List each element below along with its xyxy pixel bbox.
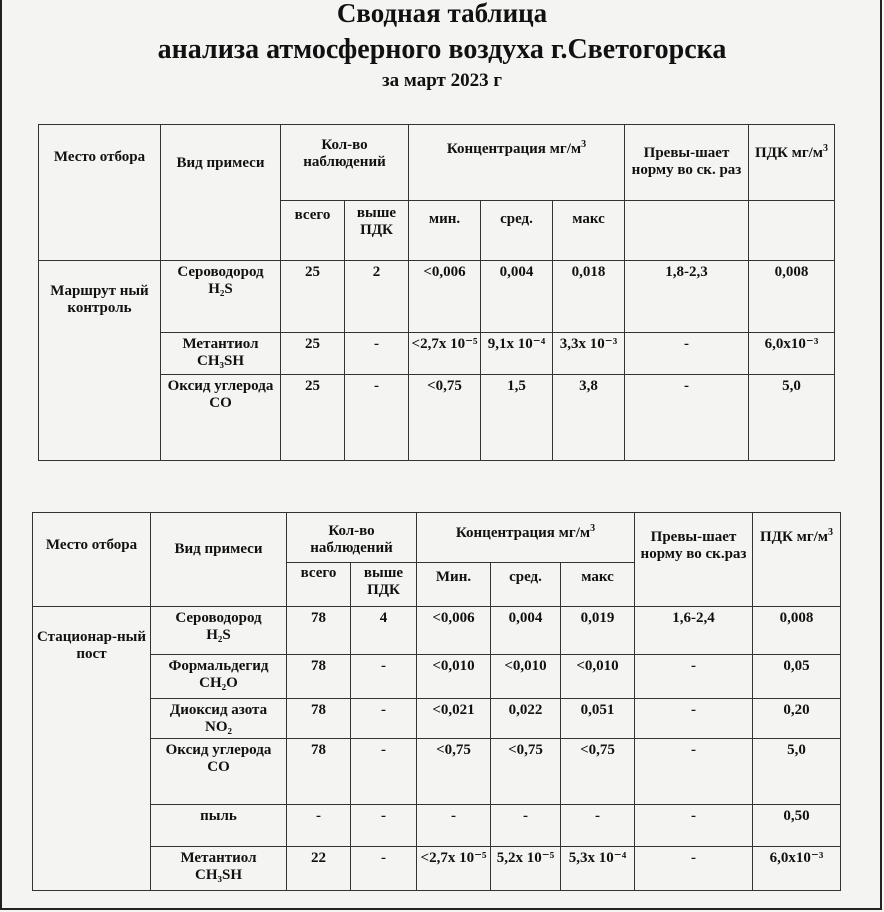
max-cell: <0,75 xyxy=(561,739,635,805)
total-cell: 78 xyxy=(287,607,351,655)
impurity-name: Метантиол xyxy=(180,850,257,866)
min-cell: <0,021 xyxy=(417,699,491,739)
total-cell: 78 xyxy=(287,655,351,699)
exceeds-cell: - xyxy=(635,699,753,739)
avg-cell: 0,022 xyxy=(491,699,561,739)
impurity-name: Диоксид азота xyxy=(169,702,268,718)
impurity-formula: CO xyxy=(209,395,232,411)
header-pdk-label: ПДК мг/м xyxy=(759,529,829,545)
summary-table-route-control xyxy=(38,124,835,461)
impurity-cell xyxy=(161,375,281,461)
header-concentration-exp: 3 xyxy=(590,523,596,534)
impurity-name: Метантиол xyxy=(182,336,259,352)
pdk-cell: 6,0x10⁻³ xyxy=(753,847,841,891)
impurity-cell xyxy=(151,607,287,655)
exceeds-cell: - xyxy=(635,655,753,699)
impurity-cell xyxy=(151,805,287,847)
impurity-name: Оксид углерода xyxy=(165,742,272,758)
impurity-cell xyxy=(151,739,287,805)
impurity-cell xyxy=(151,655,287,699)
impurity-formula: CO xyxy=(207,759,230,775)
header-pdk-exp: 3 xyxy=(828,527,834,538)
header-min: Мин. xyxy=(417,563,491,607)
max-cell: 3,3x 10⁻³ xyxy=(553,333,625,375)
above-cell: - xyxy=(345,333,409,375)
header-pdk-exp: 3 xyxy=(823,143,829,154)
above-cell: - xyxy=(351,699,417,739)
header-avg: сред. xyxy=(491,563,561,607)
impurity-cell xyxy=(161,333,281,375)
avg-cell: 1,5 xyxy=(481,375,553,461)
impurity-cell xyxy=(161,261,281,333)
header-max: макс xyxy=(553,201,625,261)
avg-cell: - xyxy=(491,805,561,847)
header-pdk-label: ПДК мг/м xyxy=(754,145,824,161)
max-cell: 5,3x 10⁻⁴ xyxy=(561,847,635,891)
exceeds-cell: - xyxy=(635,739,753,805)
exceeds-cell: - xyxy=(635,805,753,847)
header-count: Кол-во наблюдений xyxy=(287,513,417,563)
total-cell: 78 xyxy=(287,739,351,805)
min-cell: <0,75 xyxy=(417,739,491,805)
max-cell: 0,019 xyxy=(561,607,635,655)
doc-period: за март 2023 г xyxy=(382,70,502,91)
doc-title: Сводная таблица xyxy=(336,0,548,28)
header-place: Место отбора xyxy=(33,513,151,607)
exceeds-cell: 1,6-2,4 xyxy=(635,607,753,655)
impurity-formula: H₂S xyxy=(206,627,231,643)
min-cell: <2,7x 10⁻⁵ xyxy=(417,847,491,891)
header-place: Место отбора xyxy=(39,125,161,261)
header-avg: сред. xyxy=(481,201,553,261)
header-concentration xyxy=(409,125,625,201)
avg-cell: 0,004 xyxy=(491,607,561,655)
total-cell: 25 xyxy=(281,375,345,461)
header-pdk xyxy=(753,513,841,607)
pdk-cell: 0,008 xyxy=(753,607,841,655)
avg-cell: 9,1x 10⁻⁴ xyxy=(481,333,553,375)
total-cell: - xyxy=(287,805,351,847)
above-cell: 4 xyxy=(351,607,417,655)
min-cell: - xyxy=(417,805,491,847)
max-cell: 0,018 xyxy=(553,261,625,333)
impurity-name: пыль xyxy=(200,808,237,824)
impurity-name: Сероводород xyxy=(177,264,264,280)
total-cell: 25 xyxy=(281,261,345,333)
exceeds-cell: - xyxy=(625,375,749,461)
place-cell: Маршрут ный контроль xyxy=(39,261,161,461)
header-empty-cell xyxy=(625,201,749,261)
pdk-cell: 0,20 xyxy=(753,699,841,739)
impurity-name: Оксид углерода xyxy=(167,378,274,394)
summary-table-stationary-post xyxy=(32,512,841,891)
total-cell: 22 xyxy=(287,847,351,891)
impurity-cell xyxy=(151,847,287,891)
pdk-cell: 5,0 xyxy=(749,375,835,461)
above-cell: - xyxy=(351,805,417,847)
exceeds-cell: 1,8-2,3 xyxy=(625,261,749,333)
avg-cell: 5,2x 10⁻⁵ xyxy=(491,847,561,891)
header-min: мин. xyxy=(409,201,481,261)
impurity-formula: CH₃SH xyxy=(196,353,244,369)
header-impurity: Вид примеси xyxy=(161,125,281,261)
header-impurity: Вид примеси xyxy=(151,513,287,607)
doc-subtitle: анализа атмосферного воздуха г.Светогорска xyxy=(157,34,727,65)
min-cell: <0,006 xyxy=(409,261,481,333)
above-cell: 2 xyxy=(345,261,409,333)
max-cell: 0,051 xyxy=(561,699,635,739)
pdk-cell: 5,0 xyxy=(753,739,841,805)
header-empty-cell xyxy=(749,201,835,261)
pdk-cell: 6,0x10⁻³ xyxy=(749,333,835,375)
header-exceeds: Превы-шает норму во ск. раз xyxy=(625,125,749,201)
avg-cell: <0,75 xyxy=(491,739,561,805)
exceeds-cell: - xyxy=(625,333,749,375)
min-cell: <0,010 xyxy=(417,655,491,699)
impurity-name: Сероводород xyxy=(175,610,262,626)
max-cell: - xyxy=(561,805,635,847)
header-max: макс xyxy=(561,563,635,607)
max-cell: 3,8 xyxy=(553,375,625,461)
impurity-formula: NO₂ xyxy=(205,719,232,735)
max-cell: <0,010 xyxy=(561,655,635,699)
min-cell: <0,75 xyxy=(409,375,481,461)
place-cell: Стационар-ный пост xyxy=(33,607,151,891)
impurity-cell xyxy=(151,699,287,739)
impurity-formula: CH₂O xyxy=(199,675,238,691)
above-cell: - xyxy=(351,655,417,699)
above-cell: - xyxy=(351,847,417,891)
min-cell: <0,006 xyxy=(417,607,491,655)
exceeds-cell: - xyxy=(635,847,753,891)
header-pdk xyxy=(749,125,835,201)
avg-cell: <0,010 xyxy=(491,655,561,699)
pdk-cell: 0,05 xyxy=(753,655,841,699)
header-above: выше ПДК xyxy=(351,563,417,607)
pdk-cell: 0,50 xyxy=(753,805,841,847)
above-cell: - xyxy=(351,739,417,805)
above-cell: - xyxy=(345,375,409,461)
total-cell: 78 xyxy=(287,699,351,739)
impurity-formula: H₂S xyxy=(208,281,233,297)
header-count: Кол-во наблюдений xyxy=(281,125,409,201)
min-cell: <2,7x 10⁻⁵ xyxy=(409,333,481,375)
header-total: всего xyxy=(287,563,351,607)
header-total: всего xyxy=(281,201,345,261)
pdk-cell: 0,008 xyxy=(749,261,835,333)
impurity-name: Формальдегид xyxy=(168,658,269,674)
avg-cell: 0,004 xyxy=(481,261,553,333)
total-cell: 25 xyxy=(281,333,345,375)
header-concentration-label: Концентрация мг/м xyxy=(446,141,582,157)
header-concentration-label: Концентрация мг/м xyxy=(455,525,591,541)
header-concentration-exp: 3 xyxy=(581,139,587,150)
impurity-formula: CH₃SH xyxy=(194,867,242,883)
header-concentration xyxy=(417,513,635,563)
header-above: выше ПДК xyxy=(345,201,409,261)
header-exceeds: Превы-шает норму во ск.раз xyxy=(635,513,753,607)
